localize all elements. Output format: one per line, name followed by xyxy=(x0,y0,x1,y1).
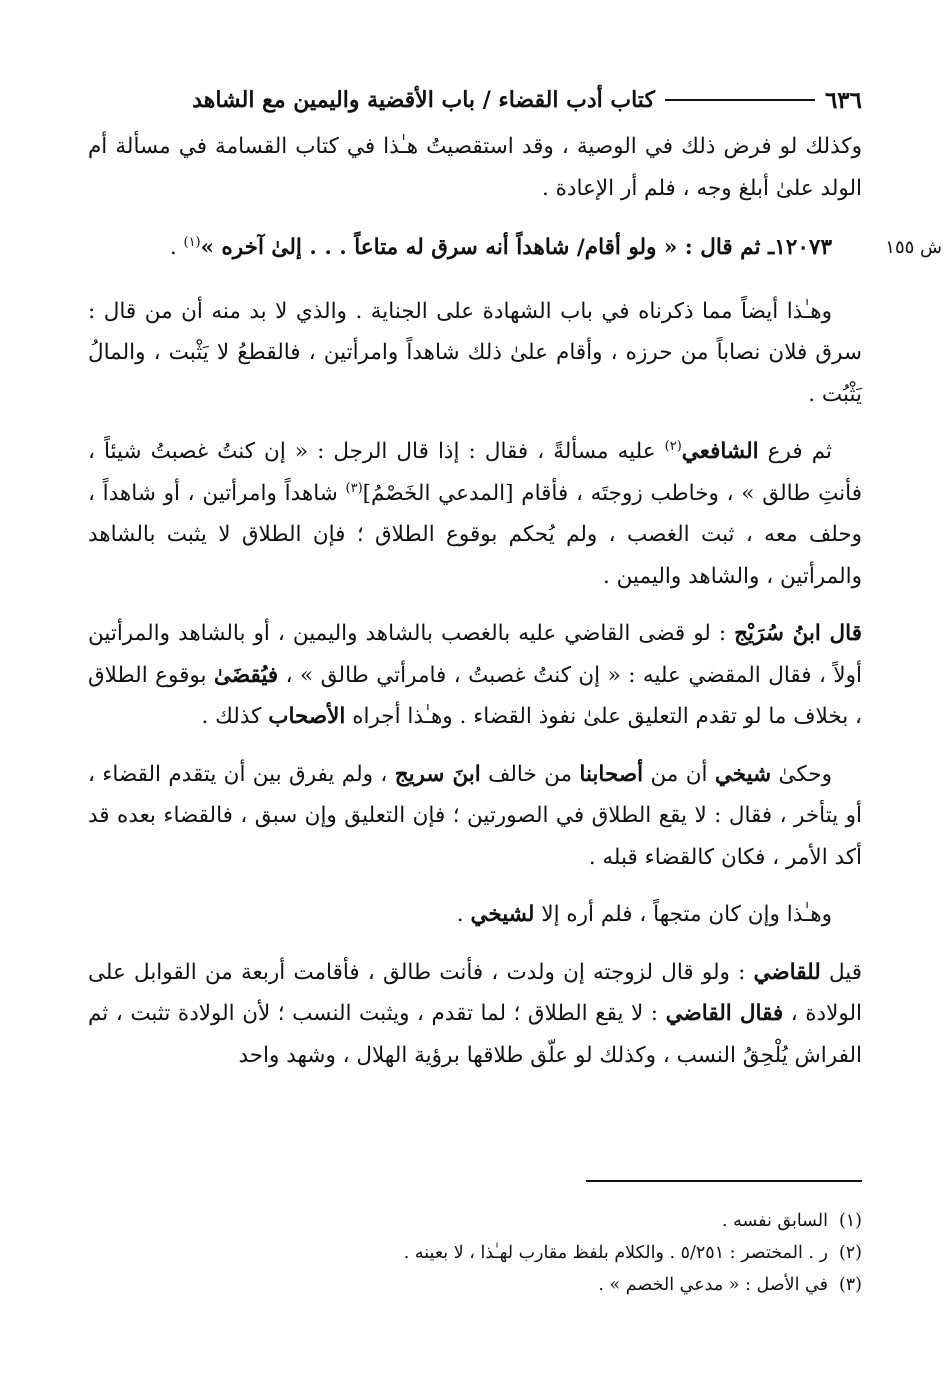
footnote xyxy=(150,1237,862,1269)
running-title: كتاب أدب القضاء / باب الأقضية واليمين مع الشاهد xyxy=(192,87,655,113)
footnote-number: (١) xyxy=(838,1211,862,1231)
footnote-text: في الأصل : « مدعي الخصم » . xyxy=(598,1275,828,1295)
paragraph: وهـٰذا وإن كان متجهاً ، فلم أره إلا لشيخي . xyxy=(456,902,832,927)
paragraph: وهـٰذا أيضاً مما ذكرناه في باب الشهادة على الجناية . والذي لا بد منه أن من قال : سرق فلان نصاباً من حرزه ، وأقام علىٰ ذلك شاهداً وامرأتين ، فالقطعُ لا يَثْبت ، والمالُ يَثْبُت . xyxy=(88,298,862,407)
footnote-ref[interactable]: (١) xyxy=(183,234,201,250)
footnote-ref[interactable]: (٣) xyxy=(345,480,363,496)
footnote-ref[interactable]: (٢) xyxy=(664,438,682,454)
footnote xyxy=(150,1269,862,1301)
page-number: ٦٣٦ xyxy=(824,86,862,114)
issue-number: ١٢٠٧٣ـ ثم قال xyxy=(700,235,832,260)
main-text xyxy=(88,126,942,1092)
margin-note: ش ١٥٥ xyxy=(885,237,942,258)
paragraph: قيل للقاضي : ولو قال لزوجته إن ولدت ، فأنت طالق ، فأقامت أربعة من القوابل على الولادة ، فقال القاضي : لا يقع الطلاق ؛ لما تقدم ، ويثبت النسب ؛ لأن الولادة تثبت ، ثم الفراش يُلْحِقُ النسب ، وكذلك لو علّق طلاقها برؤية الهلال ، وشهد واحد xyxy=(88,959,863,1068)
footnote-separator xyxy=(586,1180,862,1182)
footnote-text: السابق نفسه . xyxy=(721,1211,828,1231)
footnotes xyxy=(150,1205,862,1301)
footnote-text: ر . المختصر : ٥/٢٥١ . والكلام بلفظ مقارب لهـٰذا ، لا بعينه . xyxy=(403,1243,828,1263)
paragraph: وكذلك لو فرض ذلك في الوصية ، وقد استقصيتُ هـٰذا في كتاب القسامة في مسألة أم الولد علىٰ أبلغ وجه ، فلم أر الإعادة . xyxy=(88,134,862,201)
numbered-paragraph: ش ١٥٥ ١٢٠٧٣ـ ثم قال : « ولو أقام/ شاهداً أنه سرق له متاعاً . . . إلىٰ آخره »$^{(١)}$ . xyxy=(88,227,862,269)
running-header xyxy=(88,80,862,120)
footnote xyxy=(150,1205,862,1237)
footnote-number: (٢) xyxy=(838,1243,862,1263)
paragraph: وحكىٰ شيخي أن من أصحابنا من خالف ابنَ سريج ، ولم يفرق بين أن يتقدم القضاء ، أو يتأخر ، فقال : لا يقع الطلاق في الصورتين ؛ فإن التعليق وإن سبق ، فالقضاء بعده قد أكد الأمر ، فكان كالقضاء قبله . xyxy=(88,761,862,870)
header-rule xyxy=(665,99,815,101)
footnote-number: (٣) xyxy=(838,1275,862,1295)
paragraph: قال ابنُ سُرَيْج : لو قضى القاضي عليه بالغصب بالشاهد واليمين ، أو بالشاهد والمرأتين أولاً ، فقال المقضي عليه : « إن كنتُ غصبتُ ، فامرأتي طالق » ، فيُقضَىٰ بوقوع الطلاق ، بخلاف ما لو تقدم التعليق علىٰ نفوذ القضاء . وهـٰذا أجراه الأصحاب كذلك . xyxy=(88,621,863,729)
paragraph: ثم فرع الشافعي$^{(٢)}$ عليه مسألةً ، فقال : إذا قال الرجل : « إن كنتُ غصبتُ شيئاً ، فأنتِ طالق » ، وخاطب زوجتَه ، فأقام [المدعي الخَصْمُ]$^{(٣)}$ شاهداً وامرأتين ، أو شاهداً ، وحلف معه ، ثبت الغصب ، ولم يُحكم بوقوع الطلاق ؛ فإن الطلاق لا يثبت بالشاهد والمرأتين ، والشاهد واليمين . xyxy=(88,438,862,589)
